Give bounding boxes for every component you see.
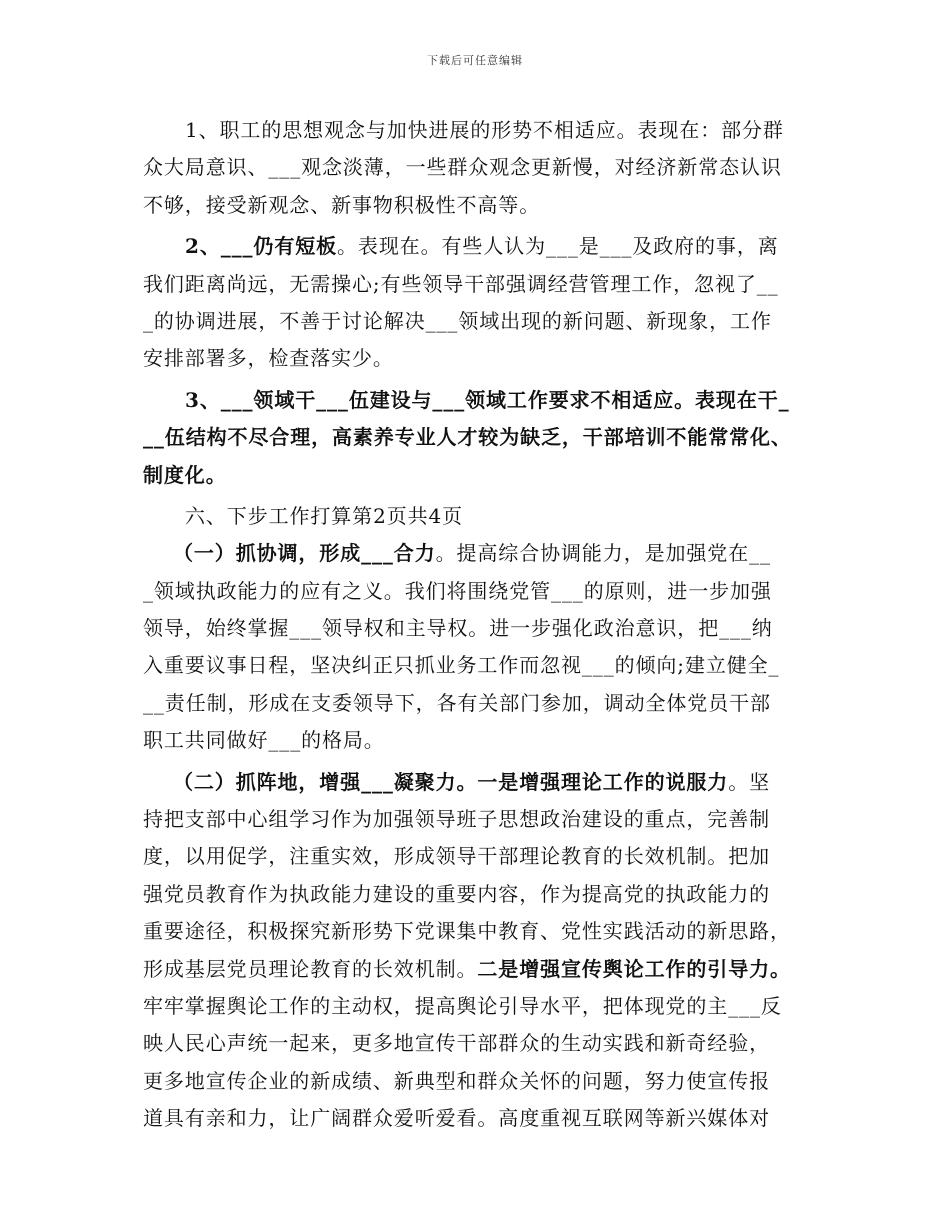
section-heading: 六、下步工作打算第2页共4页 <box>185 503 464 528</box>
text-line: 度，以用促学，注重实效，形成领导干部理论教育的长效机制。把加 <box>143 844 770 869</box>
bold-heading: （一）抓协调，形成___合力 <box>173 541 436 566</box>
text-line: 入重要议事日程，坚决纠正只抓业务工作而忽视___的倾向;建立健全_ <box>143 653 780 678</box>
text-line: __伍结构不尽合理，高素养专业人才较为缺乏，干部培训不能常常化、 <box>143 425 792 450</box>
text-line: 更多地宣传企业的新成绩、新典型和群众关怀的问题，努力使宣传报 <box>143 1068 770 1093</box>
text-line: 不够，接受新观念、新事物积极性不高等。 <box>143 192 541 217</box>
bold-heading: （二）抓阵地，增强___凝聚力。一是增强理论工作的说服力 <box>173 769 729 794</box>
text-run: 。表现在。有些人认为___是___及政府的事，离 <box>337 234 779 259</box>
bold-heading: 2、___仍有短板 <box>185 234 338 259</box>
text-line: 重要途径，积极探究新形势下党课集中教育、党性实践活动的新思路， <box>143 919 791 944</box>
text-line <box>143 951 813 988</box>
text-line <box>143 764 813 801</box>
paragraph-3 <box>143 382 813 494</box>
text-line <box>143 535 813 572</box>
text-line: 职工共同做好___的格局。 <box>143 728 385 753</box>
text-line: 安排部署多，检查落实少。 <box>143 346 394 371</box>
text-line: 持把支部中心组学习作为加强领导班子思想政治建设的重点，完善制 <box>143 807 770 832</box>
text-run: 。坚 <box>728 769 771 794</box>
text-line: 1、职工的思想观念与加快进展的形势不相适应。表现在：部分群 <box>185 118 784 142</box>
paragraph-4 <box>143 498 813 535</box>
paragraph-5 <box>143 535 813 759</box>
text-line: 牢牢掌握舆论工作的主动权，提高舆论引导水平，把体现党的主___反 <box>143 993 782 1018</box>
text-line: 制度化。 <box>143 462 227 487</box>
paragraph-2 <box>143 228 813 378</box>
text-line: 道具有亲和力，让广阔群众爱听爱看。高度重视互联网等新兴媒体对 <box>143 1106 770 1131</box>
text-line: 我们距离尚远，无需操心;有些领导干部强调经营管理工作，忽视了__ <box>143 271 779 296</box>
paragraph-6 <box>143 764 813 1138</box>
text-line: 映人民心声统一起来，更多地宣传干部群众的生动实践和新奇经验， <box>143 1031 770 1056</box>
document-body <box>143 112 813 1138</box>
paragraph-1 <box>143 112 813 224</box>
text-line: __责任制，形成在支委领导下，各有关部门参加，调动全体党员干部 <box>143 690 771 715</box>
page-header: 下载后可任意编辑 <box>427 54 523 67</box>
text-line <box>143 228 813 265</box>
text-run: 。提高综合协调能力，是加强党在__ <box>435 541 771 566</box>
text-line: 强党员教育作为执政能力建设的重要内容，作为提高党的执政能力的 <box>143 881 770 906</box>
text-line: 3、___领域干___伍建设与___领域工作要求不相适应。表现在干_ <box>185 387 790 412</box>
text-line: 领导，始终掌握___领导权和主导权。进一步强化政治意识，把___纳 <box>143 616 773 641</box>
text-line: _领域执政能力的应有之义。我们将围绕党管___的原则，进一步加强 <box>143 578 772 603</box>
text-run: 形成基层党员理论教育的长效机制。 <box>143 956 478 981</box>
bold-heading: 二是增强宣传舆论工作的引导力。 <box>477 956 791 981</box>
text-line: 众大局意识、___观念淡薄，一些群众观念更新慢，对经济新常态认识 <box>143 155 782 180</box>
text-line: _的协调进展，不善于讨论解决___领域出现的新问题、新现象，工作 <box>143 308 772 333</box>
